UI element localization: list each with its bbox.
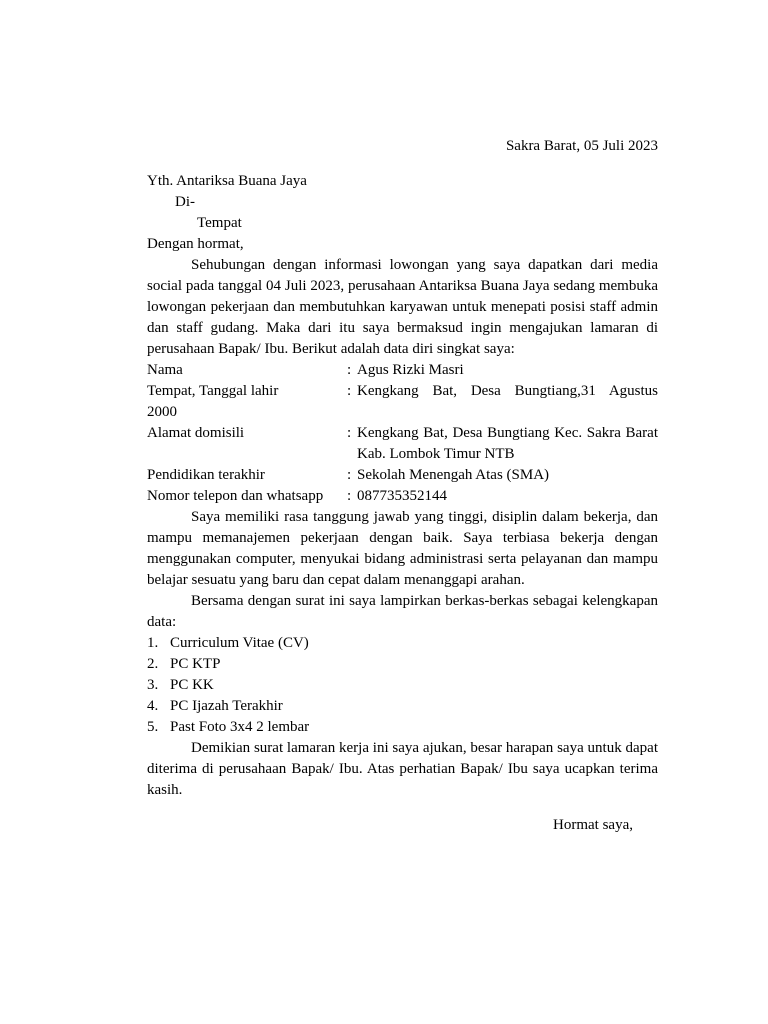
personal-data-row xyxy=(147,360,658,381)
data-value-birth: Kengkang Bat, Desa Bungtiang,31 Agustus xyxy=(357,383,658,399)
list-number: 4. xyxy=(147,698,159,714)
list-item xyxy=(147,654,658,675)
data-colon: : xyxy=(347,488,352,504)
attachments-list xyxy=(147,633,658,738)
data-value-address: Kengkang Bat, Desa Bungtiang Kec. Sakra Barat Kab. Lombok Timur NTB xyxy=(357,425,658,462)
data-colon: : xyxy=(347,362,352,378)
data-colon: : xyxy=(347,467,352,483)
letter-page xyxy=(147,136,658,836)
recipient-line: Yth. Antariksa Buana Jaya xyxy=(147,173,307,189)
list-text: PC KTP xyxy=(170,656,221,672)
list-item xyxy=(147,675,658,696)
list-number: 1. xyxy=(147,635,159,651)
list-text: PC Ijazah Terakhir xyxy=(170,698,283,714)
list-number: 3. xyxy=(147,677,159,693)
personal-data-row xyxy=(147,423,658,465)
personal-data-table xyxy=(147,360,658,507)
data-label-education: Pendidikan terakhir xyxy=(147,467,265,483)
greeting: Dengan hormat, xyxy=(147,236,244,252)
list-item xyxy=(147,696,658,717)
data-value-phone: 087735352144 xyxy=(357,488,447,504)
data-label-phone: Nomor telepon dan whatsapp xyxy=(147,488,324,504)
data-label-birth: Tempat, Tanggal lahir xyxy=(147,383,279,399)
intro-paragraph: Sehubungan dengan informasi lowongan yang saya dapatkan dari media social pada tanggal 04 Juli 2023, perusahaan Antariksa Buana Jaya sedang membuka lowongan pekerjaan dan membutuhkan karyawan untuk menepati posisi staff admin dan staff gudang. Maka dari itu saya bermaksud ingin mengajukan lamaran di perusahaan Bapak/ Ibu. Berikut adalah data diri singkat saya: xyxy=(147,257,658,357)
list-item xyxy=(147,633,658,654)
list-item xyxy=(147,717,658,738)
data-value-name: Agus Rizki Masri xyxy=(357,362,464,378)
list-number: 2. xyxy=(147,656,159,672)
attachments-intro: Bersama dengan surat ini saya lampirkan berkas-berkas sebagai kelengkapan data: xyxy=(147,593,658,630)
list-text: Past Foto 3x4 2 lembar xyxy=(170,719,310,735)
data-label-address: Alamat domisili xyxy=(147,425,245,441)
sign-off: Hormat saya, xyxy=(553,817,633,833)
data-colon: : xyxy=(347,383,352,399)
list-number: 5. xyxy=(147,719,159,735)
personal-data-row xyxy=(147,381,658,402)
data-value-birth-year: 2000 xyxy=(147,404,177,420)
closing-paragraph: Demikian surat lamaran kerja ini saya ajukan, besar harapan saya untuk dapat diterima di perusahaan Bapak/ Ibu. Atas perhatian Bapak/ Ibu saya ucapkan terima kasih. xyxy=(147,740,658,798)
data-label-name: Nama xyxy=(147,362,183,378)
data-value-education: Sekolah Menengah Atas (SMA) xyxy=(357,467,550,483)
recipient-di: Di- xyxy=(175,194,195,210)
personal-data-row xyxy=(147,465,658,486)
data-colon: : xyxy=(347,425,352,441)
date-line: Sakra Barat, 05 Juli 2023 xyxy=(505,138,658,154)
list-text: PC KK xyxy=(170,677,214,693)
list-text: Curriculum Vitae (CV) xyxy=(170,635,309,651)
personal-data-row-overflow xyxy=(147,402,658,423)
skills-paragraph: Saya memiliki rasa tanggung jawab yang tinggi, disiplin dalam bekerja, dan mampu memanajemen pekerjaan dengan baik. Saya terbiasa bekerja dengan menggunakan computer, menyukai bidang administrasi serta pelayanan dan mampu belajar sesuatu yang baru dan cepat dalam menanggapi arahan. xyxy=(147,509,658,588)
recipient-tempat: Tempat xyxy=(197,215,242,231)
personal-data-row xyxy=(147,486,658,507)
